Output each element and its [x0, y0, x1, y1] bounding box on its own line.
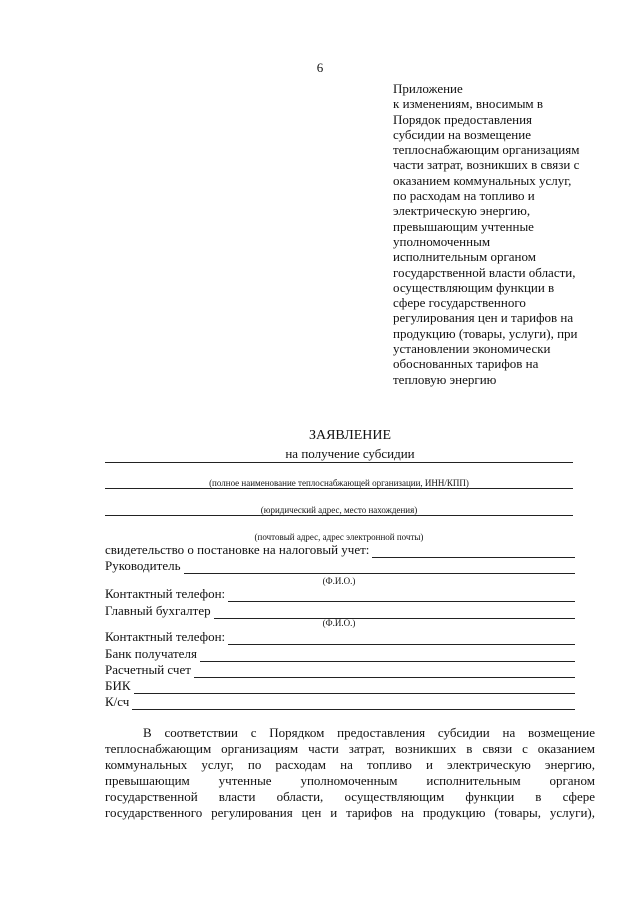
ks-label: К/сч [105, 694, 130, 709]
appendix-line: государственной власти области, [393, 264, 576, 280]
bik-row [105, 678, 575, 694]
phone1-field[interactable] [228, 589, 575, 602]
appendix-line: сфере государственного [393, 295, 526, 311]
appendix-line: субсидии на возмещение [393, 126, 531, 142]
body-line: В соответствии с Порядком предоставления субсидии на возмещение [143, 725, 595, 740]
appendix-line: исполнительным органом [393, 249, 536, 265]
bank-label: Банк получателя [105, 646, 197, 661]
phone1-row [105, 586, 575, 602]
tax-registration-row [105, 542, 575, 558]
head-field[interactable] [184, 561, 576, 574]
phone2-label: Контактный телефон: [105, 629, 226, 644]
appendix-line: уполномоченным [393, 233, 491, 249]
appendix-line: электрическую энергию, [393, 203, 531, 219]
appendix-line: тепловую энергию [393, 371, 497, 387]
postal-address-hint: (почтовый адрес, адрес электронной почты) [254, 532, 424, 542]
appendix-line: продукцию (товары, услуги), при [393, 325, 578, 341]
appendix-line: теплоснабжающим организациям [393, 142, 580, 158]
appendix-line: Порядок предоставления [393, 111, 533, 127]
accountant-fio-hint: (Ф.И.О.) [322, 618, 356, 628]
phone2-row [105, 629, 575, 645]
account-label: Расчетный счет [105, 662, 191, 677]
appendix-block [393, 81, 618, 387]
appendix-line: обоснованных тарифов на [393, 356, 539, 372]
appendix-line: части затрат, возникших в связи с [393, 157, 580, 173]
bik-label: БИК [105, 678, 131, 693]
appendix-line: превышающим учтенные [393, 218, 534, 234]
legal-address-hint: (юридический адрес, место нахождения) [260, 505, 418, 515]
phone1-label: Контактный телефон: [105, 586, 226, 601]
tax-registration-label: свидетельство о постановке на налоговый учет: [105, 542, 370, 557]
appendix-line: Приложение [393, 81, 463, 96]
bank-row [105, 646, 575, 662]
org-name-hint: (полное наименование теплоснабжающей организации, ИНН/КПП) [209, 478, 469, 488]
appendix-line: осуществляющим функции в [393, 279, 555, 295]
phone2-field[interactable] [228, 632, 575, 645]
head-fio-hint: (Ф.И.О.) [322, 576, 356, 586]
body-line: теплоснабжающим организациям части затрат, возникших в связи с оказанием [105, 741, 595, 756]
ks-field[interactable] [132, 697, 575, 710]
appendix-line: к изменениям, вносимым в [393, 96, 544, 112]
body-line: государственного регулирования цен и тарифов на продукцию (товары, услуги), [105, 805, 595, 820]
appendix-line: установлении экономически [393, 341, 551, 357]
accountant-label: Главный бухгалтер [105, 603, 211, 618]
account-field[interactable] [194, 665, 575, 678]
form-title: ЗАЯВЛЕНИЕ [308, 428, 392, 443]
org-name-field[interactable] [105, 462, 573, 463]
appendix-line: оказанием коммунальных услуг, [393, 172, 572, 188]
legal-address-field[interactable] [105, 488, 573, 489]
body-line: государственной власти области, осуществляющим функции в сфере [105, 789, 595, 804]
tax-registration-field[interactable] [372, 545, 575, 558]
body-line: превышающим учтенные уполномоченным исполнительным органом [105, 773, 595, 788]
ks-row [105, 694, 575, 710]
bik-field[interactable] [134, 681, 575, 694]
head-label: Руководитель [105, 558, 181, 573]
page-number: 6 [316, 60, 324, 75]
form-subtitle: на получение субсидии [285, 446, 415, 461]
account-row [105, 662, 575, 678]
body-line: коммунальных услуг, по расходам на топливо и электрическую энергию, [105, 757, 595, 772]
postal-address-field[interactable] [105, 515, 573, 516]
head-row [105, 558, 575, 574]
bank-field[interactable] [200, 649, 575, 662]
appendix-line: регулирования цен и тарифов на [393, 310, 574, 326]
appendix-line: по расходам на топливо и [393, 188, 535, 204]
body-paragraph [105, 725, 595, 821]
accountant-row [105, 603, 575, 619]
